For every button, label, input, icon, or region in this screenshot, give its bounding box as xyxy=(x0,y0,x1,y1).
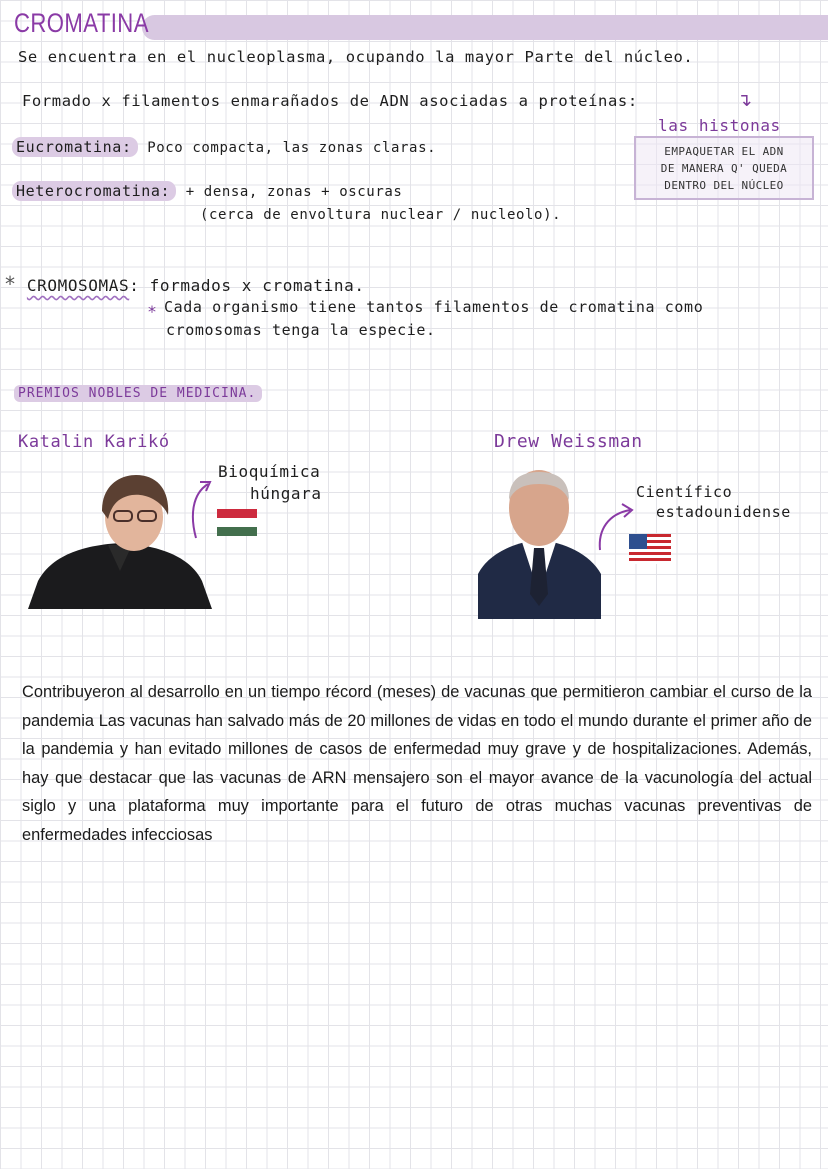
page-title: CROMATINA xyxy=(14,8,149,38)
cromosomas-text: : formados x cromatina. xyxy=(129,276,365,295)
karikó-portrait xyxy=(28,471,212,609)
cromosomas-row xyxy=(4,272,365,296)
premios-heading-wrap xyxy=(14,386,262,401)
eucromatina-row xyxy=(12,138,436,156)
person2-desc-1: Científico xyxy=(636,483,733,501)
person1-desc-2: húngara xyxy=(250,484,322,503)
heterocromatina-text: + densa, zonas + oscuras xyxy=(185,184,403,200)
usa-flag-icon xyxy=(629,534,671,564)
heterocromatina-row xyxy=(12,182,402,200)
title-highlight-bar xyxy=(142,15,828,40)
eucromatina-text: Poco compacta, las zonas claras. xyxy=(147,140,437,156)
arrow-down-icon: ↴ xyxy=(737,90,753,111)
person1-desc-1: Bioquímica xyxy=(218,462,321,481)
histonas-label: las histonas xyxy=(658,116,781,135)
heterocromatina-text-2: (cerca de envoltura nuclear / nucleolo). xyxy=(200,207,562,223)
hungary-flag-icon xyxy=(217,509,257,536)
person2-name: Drew Weissman xyxy=(494,431,643,452)
text-line-nucleoplasma: Se encuentra en el nucleoplasma, ocupando la mayor Parte del núcleo. xyxy=(18,48,694,66)
cromosomas-label: CROMOSOMAS xyxy=(26,276,130,295)
person2-desc-2: estadounidense xyxy=(656,503,791,521)
eucromatina-label: Eucromatina: xyxy=(12,137,138,157)
weissman-portrait xyxy=(478,464,601,619)
cromosomas-sub-line-1: Cada organismo tiene tantos filamentos de cromatina como xyxy=(164,298,704,316)
text-line-filamentos: Formado x filamentos enmarañados de ADN asociadas a proteínas: xyxy=(22,92,638,110)
person1-name: Katalin Karikó xyxy=(18,432,170,452)
note-box xyxy=(634,136,814,200)
note-line-1: EMPAQUETAR EL ADN xyxy=(664,145,784,158)
vaccine-paragraph: Contribuyeron al desarrollo en un tiempo récord (meses) de vacunas que permitieron cambiar el curso de la pandemia Las vacunas han salvado más de 20 millones de vidas en todo el mundo durante el primer año de la pandemia y han evitado millones de casos de enfermedad muy grave y de hospitalizaciones. Además, hay que destacar que las vacunas de ARN mensajero son el mayor avance de la vacunología del actual siglo y una plataforma muy importante para el futuro de otras muchas vacunas preventivas de enfermedades infecciosas xyxy=(22,683,812,844)
heterocromatina-label: Heterocromatina: xyxy=(12,181,176,201)
premios-heading: PREMIOS NOBLES DE MEDICINA. xyxy=(14,385,262,402)
sub-asterisk-icon: * xyxy=(148,302,156,321)
note-line-3: DENTRO DEL NÚCLEO xyxy=(664,179,784,192)
asterisk-icon: * xyxy=(4,272,17,296)
note-line-2: DE MANERA Q' QUEDA xyxy=(660,162,788,175)
cromosomas-sub-line-2: cromosomas tenga la especie. xyxy=(166,321,436,339)
